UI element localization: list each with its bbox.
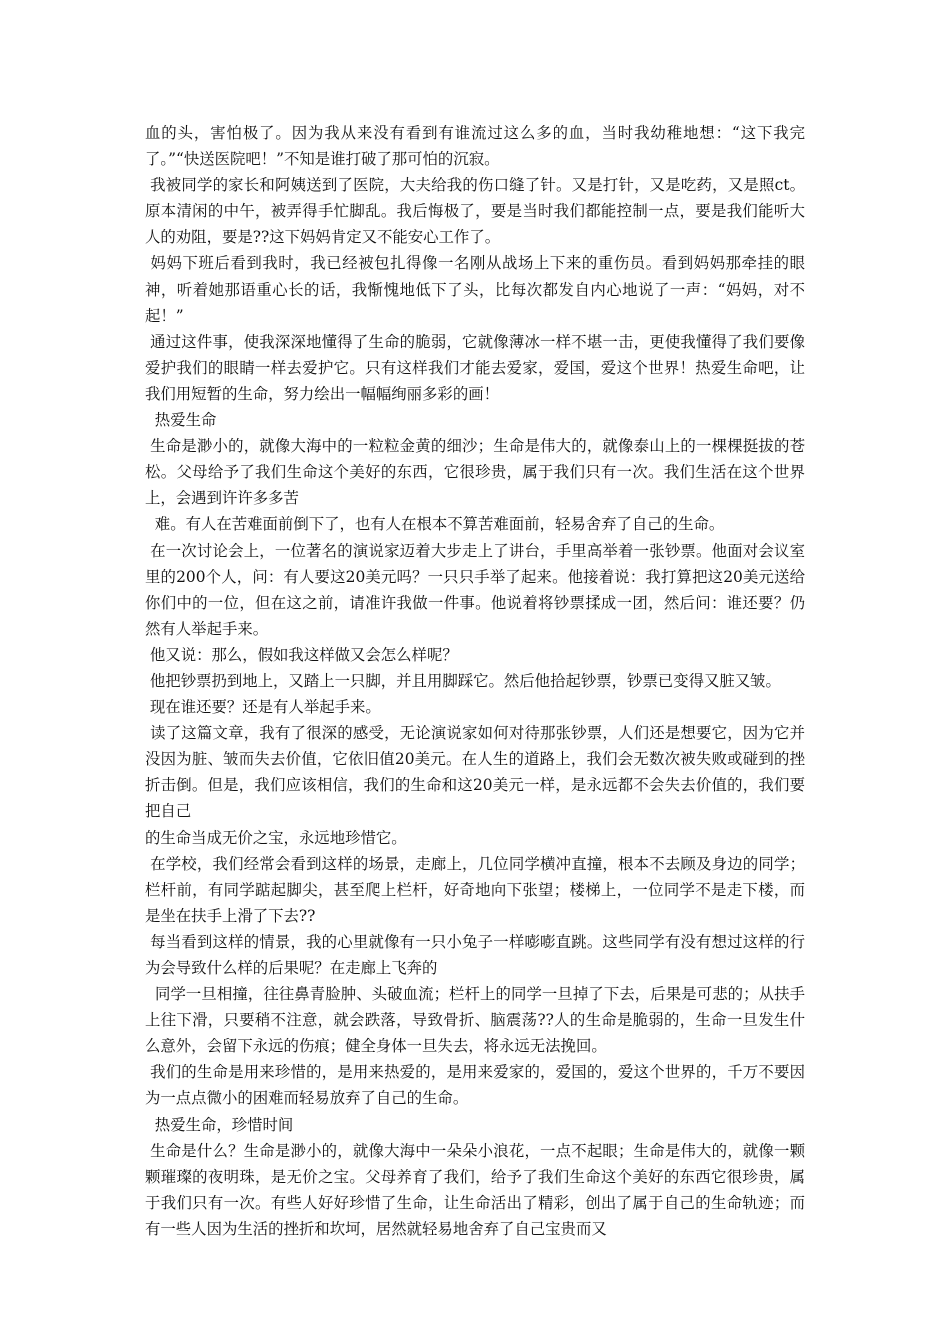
paragraph: 生命是什么？生命是渺小的，就像大海中一朵朵小浪花，一点不起眼；生命是伟大的，就像一颗颗璀璨的夜明珠，是无价之宝。父母养育了我们，给予了我们生命这个美好的东西它很珍贵，属于我们只有一次。有些人好好珍惜了生命，让生命活出了精彩，创出了属于自己的生命轨迹；而有一些人因为生活的挫折和坎坷，居然就轻易地舍弃了自己宝贵而又: [145, 1141, 805, 1238]
paragraph: 同学一旦相撞，往往鼻青脸肿、头破血流；栏杆上的同学一旦掉了下去，后果是可悲的；从扶手上往下滑，只要稍不注意，就会跌落，导致骨折、脑震荡??人的生命是脆弱的，生命一旦发生什么意外，会留下永远的伤痕；健全身体一旦失去，将永远无法挽回。: [145, 985, 805, 1056]
section-heading: 热爱生命，珍惜时间: [145, 1115, 294, 1134]
paragraph: 通过这件事，使我深深地懂得了生命的脆弱，它就像薄冰一样不堪一击，更使我懂得了我们要像爱护我们的眼睛一样去爱护它。只有这样我们才能去爱家，爱国，爱这个世界！热爱生命吧，让我们用短暂的生命，努力绘出一幅幅绚丽多彩的画！: [145, 332, 805, 403]
paragraph: 我被同学的家长和阿姨送到了医院，大夫给我的伤口缝了针。又是打针，又是吃药，又是照ct。原本清闲的中午，被弄得手忙脚乱。我后悔极了，要是当时我们都能控制一点，要是我们能听大人的劝阻，要是??这下妈妈肯定又不能安心工作了。: [145, 176, 805, 247]
paragraph: 妈妈下班后看到我时，我已经被包扎得像一名刚从战场上下来的重伤员。看到妈妈那牵挂的眼神，听着她那语重心长的话，我惭愧地低下了头，比每次都发自内心地说了一声：“妈妈，对不起！”: [145, 254, 805, 325]
paragraph: 生命是渺小的，就像大海中的一粒粒金黄的细沙；生命是伟大的，就像泰山上的一棵棵挺拔的苍松。父母给予了我们生命这个美好的东西，它很珍贵，属于我们只有一次。我们生活在这个世界上，会遇到许许多多苦: [145, 437, 805, 508]
paragraph: 在学校，我们经常会看到这样的场景，走廊上，几位同学横冲直撞，根本不去顾及身边的同学；栏杆前，有同学踮起脚尖，甚至爬上栏杆，好奇地向下张望；楼梯上，一位同学不是走下楼，而是坐在扶手上滑了下去??: [145, 854, 805, 925]
paragraph: 读了这篇文章，我有了很深的感受，无论演说家如何对待那张钞票，人们还是想要它，因为它并没因为脏、皱而失去价值，它依旧值20美元。在人生的道路上，我们会无数次被失败或碰到的挫折击倒。但是，我们应该相信，我们的生命和这20美元一样，是永远都不会失去价值的，我们要把自己: [145, 724, 805, 821]
paragraph: 我们的生命是用来珍惜的，是用来热爱的，是用来爱家的，爱国的，爱这个世界的，千万不要因为一点点微小的困难而轻易放弃了自己的生命。: [145, 1063, 805, 1108]
paragraph: 他又说：那么，假如我这样做又会怎么样呢？: [145, 645, 458, 664]
paragraph: 每当看到这样的情景，我的心里就像有一只小兔子一样嘭嘭直跳。这些同学有没有想过这样的行为会导致什么样的后果呢？在走廊上飞奔的: [145, 932, 805, 977]
paragraph: 他把钞票扔到地上，又踏上一只脚，并且用脚踩它。然后他拾起钞票，钞票已变得又脏又皱。: [145, 671, 781, 690]
paragraph: 血的头，害怕极了。因为我从来没有看到有谁流过这么多的血，当时我幼稚地想：“这下我完了。”“快送医院吧！”不知是谁打破了那可怕的沉寂。: [145, 124, 805, 169]
section-heading: 热爱生命: [145, 411, 217, 430]
paragraph: 的生命当成无价之宝，永远地珍惜它。: [145, 828, 407, 847]
paragraph: 难。有人在苦难面前倒下了，也有人在根本不算苦难面前，轻易舍弃了自己的生命。: [145, 515, 725, 534]
paragraph: 在一次讨论会上，一位著名的演说家迈着大步走上了讲台，手里高举着一张钞票。他面对会议室里的200个人，问：有人要这20美元吗？一只只手举了起来。他接着说：我打算把这20美元送给你们中的一位，但在这之前，请准许我做一件事。他说着将钞票揉成一团，然后问：谁还要？仍然有人举起手来。: [145, 541, 805, 638]
paragraph: 现在谁还要？还是有人举起手来。: [145, 698, 381, 717]
document-body: [145, 120, 805, 1242]
